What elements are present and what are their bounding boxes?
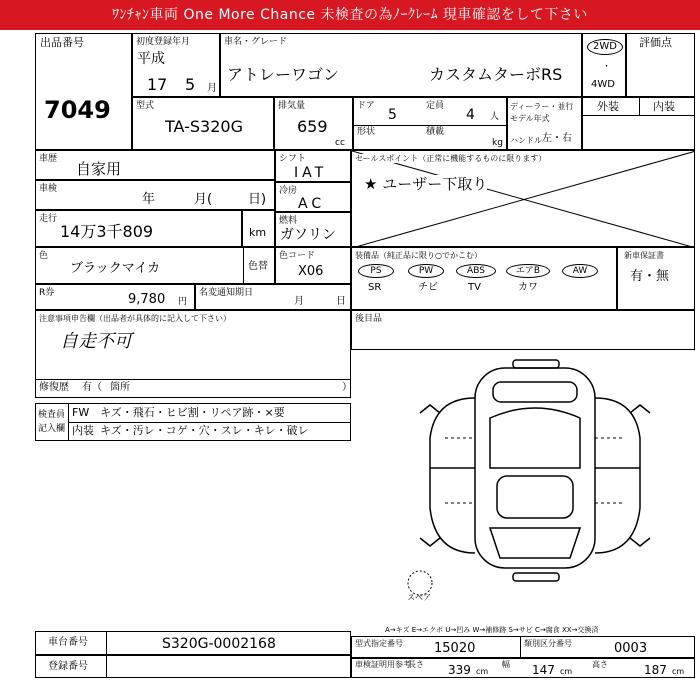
color-code-value: X06 (298, 264, 324, 279)
doors-value: 5 (388, 107, 397, 123)
seat-label: 後目品 (355, 314, 383, 324)
ext-int-cell (582, 97, 695, 150)
type-label: 型式 (136, 101, 155, 111)
drive-2wd-circled: 2WD (587, 39, 623, 55)
dims-label: 車検証明用参考 (355, 660, 411, 669)
color-code-cell (275, 247, 351, 284)
mileage-label: 走行 (39, 214, 58, 224)
equip-pw: PW (408, 264, 444, 278)
dealer-cell (507, 97, 582, 150)
payload-unit: kg (492, 138, 503, 148)
chassis-value: S320G-0002168 (162, 636, 276, 652)
mileage-unit: km (249, 226, 267, 239)
lot-label: 出品番号 (40, 36, 84, 49)
dims-h-label: 高さ (592, 660, 608, 669)
chassis-cell (35, 631, 351, 655)
fuel-label: 燃料 (279, 216, 298, 226)
name-change-day: 日 (336, 296, 346, 307)
equipment-cell (351, 247, 617, 310)
model-name: アトレーワゴン (227, 65, 340, 84)
lot-number: 7049 (44, 96, 111, 124)
inspection-cell (35, 180, 275, 210)
dealer-model-year: モデル年式 (510, 114, 550, 123)
type-value: TA-S320G (165, 117, 243, 136)
recycle-cell (35, 284, 195, 310)
name-change-label: 名変通知期日 (199, 288, 254, 298)
dims-len: 339 (448, 663, 471, 677)
color-change-label: 色替 (248, 261, 268, 272)
inspector-row1: キズ・飛石・ヒビ割・リペア跡・×要 (100, 406, 285, 419)
shift-label: シフト (279, 154, 307, 164)
first-reg-label: 初度登録年月 (136, 37, 191, 47)
car-diagram (405, 358, 655, 598)
equip-sr: SR (368, 282, 382, 293)
legend: A→キズ E→エクボ U→凹み W→補修跡 S→サビ C→腐食 XX→交換済 (385, 626, 599, 634)
equip-leather: カワ (518, 282, 538, 293)
cert-label-1: 型式指定番号 (355, 639, 403, 648)
lot-cell (35, 33, 132, 150)
usage-label: 車歴 (39, 154, 58, 164)
doors-capacity-cell (353, 97, 507, 150)
dims-h: 187 (644, 663, 667, 677)
cross-out-lines (352, 151, 695, 247)
capacity-unit: 人 (490, 112, 500, 122)
equipment-label: 装備品（純正品に限り○でかこむ） (355, 251, 482, 260)
equip-ps: PS (358, 264, 394, 278)
repair-label: 修復歴 (39, 382, 69, 393)
aircon-cell (275, 182, 351, 212)
dims-w-label: 幅 (502, 660, 510, 669)
cert-value-1: 15020 (434, 641, 476, 656)
spare-label: スペア (407, 593, 431, 602)
warranty-value: 有・無 (630, 269, 670, 284)
shape-label: 形状 (357, 127, 376, 137)
sales-point-cell (351, 150, 695, 247)
equip-tv: TV (468, 282, 481, 293)
drive-dot: ・ (602, 62, 612, 72)
fuel-cell (275, 212, 351, 247)
color-code-label: 色コード (279, 251, 316, 261)
recycle-label: R券 (39, 288, 55, 298)
equip-airbag: エアB (506, 264, 550, 278)
dealer-hand-value: 左・右 (542, 133, 572, 144)
repair-suffix: 箇所 (110, 382, 130, 393)
seat-cell (351, 310, 695, 350)
registration-label: 登録番号 (48, 661, 88, 672)
repair-value: 有（ (82, 382, 102, 393)
shift-cell (275, 150, 351, 182)
aircon-label: 冷房 (279, 186, 298, 196)
mileage-cell (35, 210, 242, 247)
chassis-label: 車台番号 (48, 637, 88, 648)
mileage-value: 14万3千809 (60, 222, 154, 241)
inspection-year: 年 (142, 192, 156, 207)
capacity-value: 4 (466, 107, 475, 123)
name-change-month: 月 (294, 296, 304, 307)
usage-cell (35, 150, 275, 180)
color-label: 色 (39, 251, 49, 261)
color-cell (35, 247, 275, 284)
shift-value: IAT (294, 165, 328, 181)
rating-cell (626, 33, 695, 97)
dims-cell (351, 658, 695, 678)
fuel-value: ガソリン (280, 227, 336, 243)
inspector-label-2: 記入欄 (38, 424, 66, 434)
notes-label: 注意事項申告欄（出品者が具体的に記入して下さい） (39, 314, 231, 323)
inspector-label-1: 検査員 (38, 410, 66, 420)
auction-sheet (35, 33, 695, 678)
registration-cell (35, 655, 351, 678)
recycle-unit: 円 (178, 297, 188, 307)
sales-point-label: セールスポイント（正常に機能するものに限ります） (355, 154, 547, 163)
drive-4wd: 4WD (591, 79, 615, 90)
inspection-label: 車検 (39, 184, 58, 194)
model-cell (220, 33, 582, 97)
exterior-label: 外装 (597, 100, 619, 113)
header-banner: ﾜﾝﾁｬﾝ車両 One More Chance 未検査の為ﾉｰｸﾚｰﾑ 現車確認をして下さい (0, 0, 700, 30)
displacement-unit: cc (335, 138, 345, 148)
name-change-cell (195, 284, 351, 310)
model-label: 車名・グレード (224, 37, 288, 47)
first-reg-year: 17 (147, 75, 168, 94)
dims-len-label: 長さ (408, 660, 424, 669)
warranty-cell (617, 247, 695, 310)
repair-close: ） (342, 382, 352, 393)
first-reg-era: 平成 (137, 51, 165, 67)
inspector-row2: キズ・汚レ・コゲ・穴・スレ・キレ・破レ (100, 424, 309, 437)
mileage-unit-cell (242, 210, 275, 247)
warranty-label: 新車保証書 (624, 251, 664, 260)
equip-tv-small: チビ (418, 282, 438, 293)
equip-abs: ABS (456, 264, 496, 278)
dealer-label: ディーラー・並行 (510, 102, 574, 111)
model-grade: カスタムターボRS (429, 65, 563, 84)
inspection-day: 日) (248, 192, 267, 207)
inspection-month: 月( (194, 192, 213, 207)
recycle-value: 9,780 (128, 292, 166, 307)
cert-value-2: 0003 (614, 641, 648, 656)
displacement-label: 排気量 (278, 101, 306, 111)
dims-w: 147 (532, 663, 555, 677)
rating-label: 評価点 (639, 36, 672, 49)
type-cell (132, 97, 274, 150)
notes-handwritten: 自走不可 (60, 331, 132, 352)
first-reg-month-unit: 月 (207, 83, 217, 94)
inspector-cell (35, 403, 351, 441)
notes-cell (35, 310, 351, 398)
payload-label: 積載 (426, 127, 445, 137)
displacement-value: 659 (297, 117, 328, 136)
aircon-value: AC (298, 196, 326, 212)
color-value: ブラックマイカ (70, 261, 161, 276)
capacity-label: 定員 (426, 101, 445, 111)
equip-aw: AW (562, 264, 598, 278)
usage-value: 自家用 (76, 160, 122, 178)
interior-label: 内装 (653, 100, 675, 113)
doors-label: ドア (357, 101, 375, 111)
first-reg-month: 5 (185, 75, 196, 94)
dealer-hand-label: ハンドル (510, 136, 542, 145)
cert-label-2: 類別区分番号 (524, 639, 572, 648)
dims-h-unit: cm (672, 667, 685, 676)
displacement-cell (274, 97, 353, 150)
inspector-row2-head: 内装 (72, 424, 94, 437)
inspector-row1-head: FW (72, 406, 90, 419)
drive-cell (582, 33, 626, 97)
first-reg-cell (132, 33, 220, 97)
sales-point-value: ★ ユーザー下取り (364, 175, 488, 193)
dims-w-unit: cm (560, 667, 573, 676)
cert-cell (351, 636, 695, 658)
dims-len-unit: cm (476, 667, 489, 676)
